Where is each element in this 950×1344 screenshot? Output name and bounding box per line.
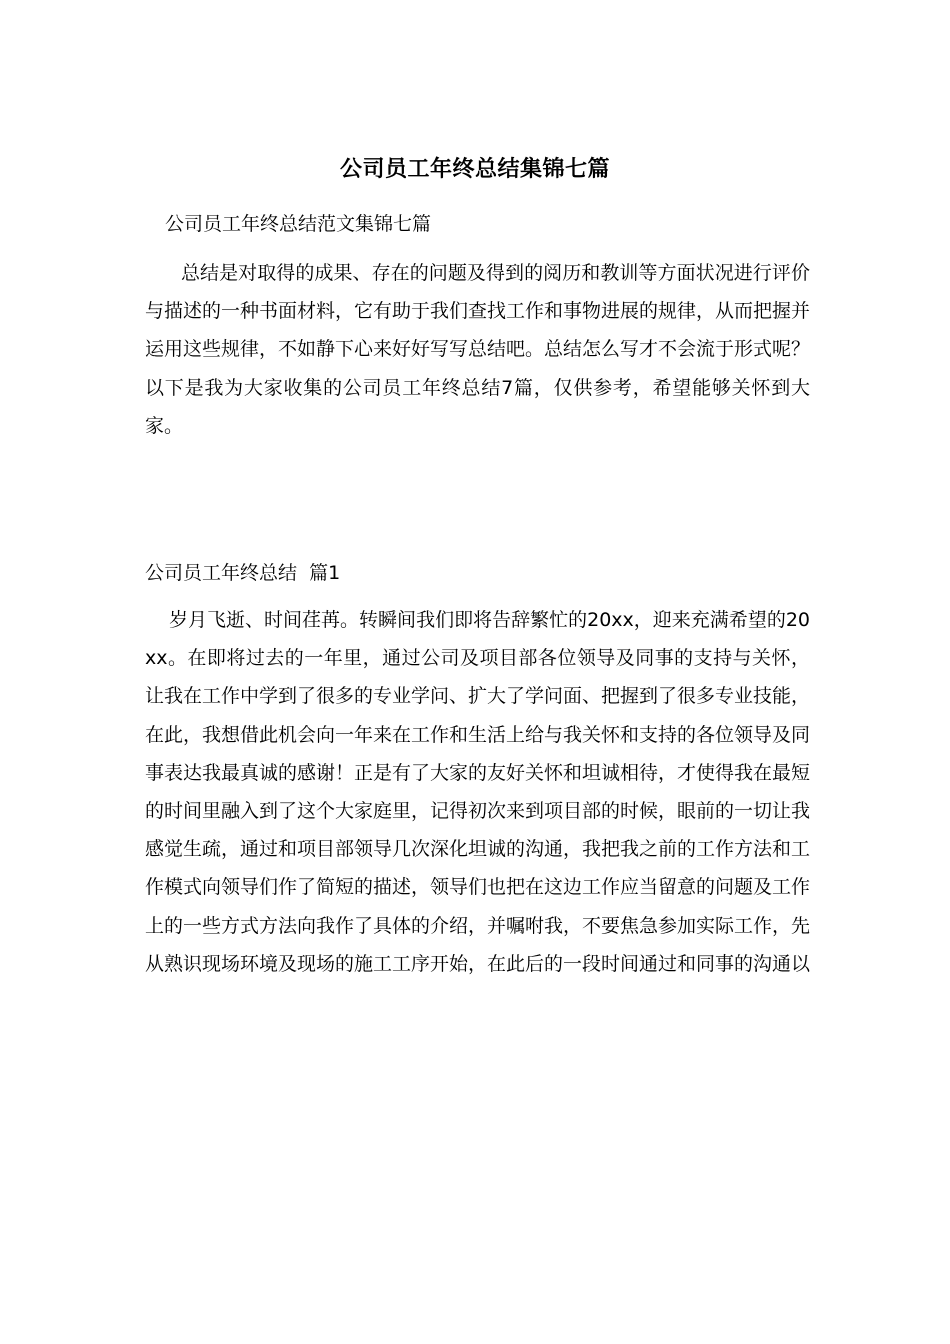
document-title: 公司员工年终总结集锦七篇	[339, 157, 610, 182]
intro-paragraph: 总结是对取得的成果、存在的问题及得到的阅历和教训等方面状况进行评价与描述的一种书面材料，它有助于我们查找工作和事物进展的规律，从而把握并运用这些规律，不如静下心来好好写写总结吧。总结怎么写才不会流于形式呢？以下是我为大家收集的公司员工年终总结7篇，仅供参考，希望能够关怀到大家。	[145, 262, 811, 437]
section-heading: 公司员工年终总结 篇1	[145, 562, 341, 584]
document-subtitle: 公司员工年终总结范文集锦七篇	[165, 213, 432, 235]
section-paragraph: 岁月飞逝、时间荏苒。转瞬间我们即将告辞繁忙的20xx，迎来充满希望的20xx。在即将过去的一年里，通过公司及项目部各位领导及同事的支持与关怀，让我在工作中学到了很多的专业学问、扩大了学问面、把握到了很多专业技能，在此，我想借此机会向一年来在工作和生活上给与我关怀和支持的各位领导及同事表达我最真诚的感谢！正是有了大家的友好关怀和坦诚相待，才使得我在最短的时间里融入到了这个大家庭里，记得初次来到项目部的时候，眼前的一切让我感觉生疏，通过和项目部领导几次深化坦诚的沟通，我把我之前的工作方法和工作模式向领导们作了简短的描述，领导们也把在这边工作应当留意的问题及工作上的一些方式方法向我作了具体的介绍，并嘱咐我，不要焦急参加实际工作，先从熟识现场环境及现场的施工工序开始，在此后的一段时间通过和同事的沟通以	[145, 609, 811, 975]
